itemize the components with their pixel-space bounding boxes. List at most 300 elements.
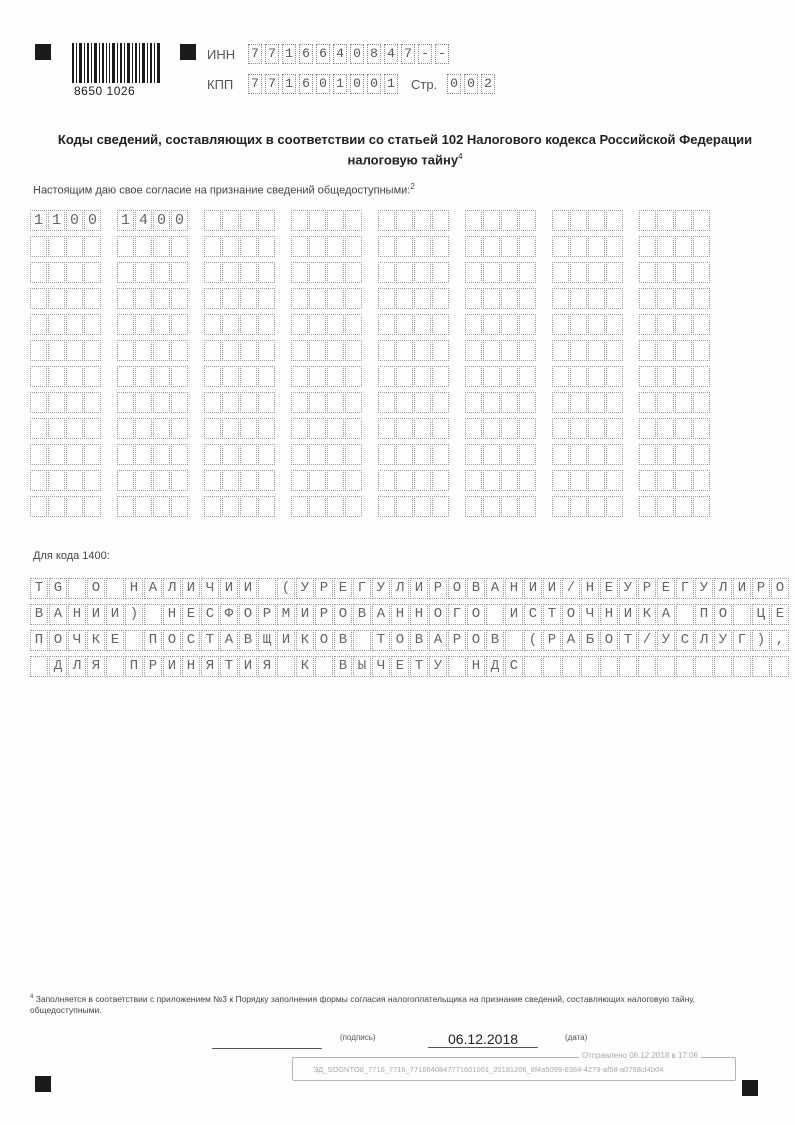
title-line-2-text: налоговую тайну: [347, 152, 459, 168]
code-digit-cell: [657, 236, 674, 257]
code-digit-cell: [570, 314, 587, 335]
code-digit-cell: [552, 262, 569, 283]
code-digit-cell: [117, 340, 134, 361]
code-entry: [30, 288, 102, 314]
free-text-cell: Т: [372, 630, 390, 651]
code-entry: [639, 236, 711, 262]
registration-marker-top-left: [35, 44, 51, 60]
code-digit-cell: [639, 340, 656, 361]
code-digit-cell: [291, 314, 308, 335]
code-digit-cell: [153, 340, 170, 361]
free-text-cell: Р: [448, 630, 466, 651]
code-digit-cell: [501, 314, 518, 335]
code-digit-cell: [675, 444, 692, 465]
code-digit-cell: [204, 418, 221, 439]
free-text-cell: Л: [163, 578, 181, 599]
code-digit-cell: [657, 470, 674, 491]
free-text-cell: И: [733, 578, 751, 599]
code-digit-cell: [414, 444, 431, 465]
code-digit-cell: [30, 340, 47, 361]
code-digit-cell: [258, 470, 275, 491]
code-entry: [378, 236, 450, 262]
free-text-cell: Ч: [372, 656, 390, 677]
code-digit-cell: [222, 392, 239, 413]
free-text-cell: [144, 604, 162, 625]
code-digit-cell: [501, 288, 518, 309]
kpp-cell: 1: [384, 74, 398, 94]
code-digit-cell: [135, 340, 152, 361]
free-text-cell: [733, 656, 751, 677]
code-digit-cell: [153, 314, 170, 335]
kpp-cell: 7: [248, 74, 262, 94]
code-digit-cell: [48, 340, 65, 361]
code-digit-cell: [258, 366, 275, 387]
code-digit-cell: [222, 210, 239, 231]
code-digit-cell: [240, 418, 257, 439]
code-digit-cell: [222, 314, 239, 335]
codes-row: [30, 288, 726, 314]
codes-row: [30, 392, 726, 418]
code-entry: [552, 314, 624, 340]
free-text-cell: А: [372, 604, 390, 625]
code-digit-cell: [396, 288, 413, 309]
free-text-cell: Н: [182, 656, 200, 677]
free-text-cell: Е: [334, 578, 352, 599]
free-text-cell: [125, 630, 143, 651]
code-digit-cell: [291, 392, 308, 413]
free-text-cell: [581, 656, 599, 677]
code-entry: [378, 418, 450, 444]
free-text-cell: [524, 656, 542, 677]
free-text-cell: [619, 656, 637, 677]
code-digit-cell: [588, 496, 605, 517]
code-entry: [30, 236, 102, 262]
free-text-cell: О: [562, 604, 580, 625]
code-entry: [117, 470, 189, 496]
free-text-cell: Р: [315, 604, 333, 625]
code-digit-cell: [258, 288, 275, 309]
code-digit-cell: [171, 340, 188, 361]
code-digit-cell: [345, 366, 362, 387]
code-digit-cell: [153, 288, 170, 309]
inn-cell: 6: [299, 44, 313, 64]
code-digit-cell: [378, 392, 395, 413]
free-text-cell: В: [334, 630, 352, 651]
code-digit-cell: [675, 392, 692, 413]
code-digit-cell: [135, 418, 152, 439]
code-digit-cell: [552, 392, 569, 413]
code-entry: [639, 392, 711, 418]
code-digit-cell: [84, 470, 101, 491]
free-text-cell: Л: [391, 578, 409, 599]
free-text-cell: С: [505, 656, 523, 677]
free-text-cell: Н: [163, 604, 181, 625]
code-digit-cell: [378, 236, 395, 257]
code-entry: [465, 366, 537, 392]
code-digit-cell: [240, 288, 257, 309]
code-entry: [465, 314, 537, 340]
code-digit-cell: [291, 444, 308, 465]
electronic-submission-stamp: [292, 1051, 736, 1081]
free-text-cell: И: [619, 604, 637, 625]
code-digit-cell: [639, 418, 656, 439]
free-text-cell: К: [296, 630, 314, 651]
code-digit-cell: [465, 418, 482, 439]
free-text-cell: О: [87, 578, 105, 599]
code-digit-cell: [501, 418, 518, 439]
free-text-cell: Ч: [201, 578, 219, 599]
code-digit-cell: [588, 314, 605, 335]
code-digit-cell: [30, 470, 47, 491]
date-value: 06.12.2018: [428, 1031, 538, 1048]
code-digit-cell: [414, 262, 431, 283]
code-digit-cell: [606, 314, 623, 335]
free-text-cell: [30, 656, 48, 677]
codes-row: [30, 418, 726, 444]
code-entry: [204, 210, 276, 236]
code-digit-cell: [309, 262, 326, 283]
code-entry: [30, 314, 102, 340]
code-digit-cell: [345, 314, 362, 335]
code-digit-cell: [204, 340, 221, 361]
free-text-cell: Д: [49, 656, 67, 677]
free-text-cell: С: [182, 630, 200, 651]
codes-row: [30, 444, 726, 470]
code-entry: [291, 210, 363, 236]
code-digit-cell: [606, 444, 623, 465]
code-digit-cell: [693, 418, 710, 439]
free-text-cell: [695, 656, 713, 677]
code-entry: [291, 314, 363, 340]
code-digit-cell: [414, 314, 431, 335]
free-text-cell: О: [429, 604, 447, 625]
code-entry: [465, 470, 537, 496]
code-entry: [639, 340, 711, 366]
free-text-cell: Е: [771, 604, 789, 625]
code-digit-cell: [432, 236, 449, 257]
code-digit-cell: [501, 496, 518, 517]
code-digit-cell: [135, 314, 152, 335]
free-text-cell: К: [296, 656, 314, 677]
free-text-cell: И: [410, 578, 428, 599]
code-digit-cell: [48, 496, 65, 517]
code-digit-cell: [432, 470, 449, 491]
code-digit-cell: [135, 366, 152, 387]
free-text-cell: Н: [581, 578, 599, 599]
code-digit-cell: [432, 496, 449, 517]
code-digit-cell: [693, 314, 710, 335]
free-text-cell: О: [771, 578, 789, 599]
free-text-cell: Я: [87, 656, 105, 677]
free-text-cell: И: [505, 604, 523, 625]
code-digit-cell: [291, 288, 308, 309]
code-entry: [639, 366, 711, 392]
code-digit-cell: 1: [117, 210, 134, 231]
code-digit-cell: [396, 418, 413, 439]
code-digit-cell: [675, 262, 692, 283]
code-digit-cell: [222, 444, 239, 465]
codes-row: [30, 366, 726, 392]
code-digit-cell: [657, 210, 674, 231]
free-text-cell: /: [562, 578, 580, 599]
code-digit-cell: [378, 262, 395, 283]
code-digit-cell: [171, 262, 188, 283]
code-digit-cell: [552, 366, 569, 387]
code-digit-cell: [309, 210, 326, 231]
code-digit-cell: [171, 392, 188, 413]
code-digit-cell: [588, 366, 605, 387]
free-text-cell: О: [467, 630, 485, 651]
code-digit-cell: [171, 444, 188, 465]
code-digit-cell: [171, 236, 188, 257]
code-digit-cell: [117, 288, 134, 309]
code-digit-cell: 1: [48, 210, 65, 231]
code-digit-cell: [465, 366, 482, 387]
free-text-cell: Р: [144, 656, 162, 677]
code-digit-cell: [588, 470, 605, 491]
free-text-cell: Н: [467, 656, 485, 677]
code-digit-cell: [588, 288, 605, 309]
code-digit-cell: [396, 392, 413, 413]
free-text-cell: Г: [676, 578, 694, 599]
code-entry: [639, 262, 711, 288]
code-entry: [552, 392, 624, 418]
code-digit-cell: [258, 314, 275, 335]
page-label: Стр.: [411, 77, 438, 92]
code-digit-cell: [30, 262, 47, 283]
free-text-cell: [448, 656, 466, 677]
code-digit-cell: [171, 314, 188, 335]
free-text-cell: [106, 656, 124, 677]
code-digit-cell: [432, 288, 449, 309]
code-digit-cell: [345, 418, 362, 439]
code-digit-cell: [519, 418, 536, 439]
free-text-cell: А: [486, 578, 504, 599]
code-digit-cell: [570, 340, 587, 361]
code-digit-cell: [483, 340, 500, 361]
code-digit-cell: [30, 444, 47, 465]
free-text-cell: П: [125, 656, 143, 677]
free-text-cell: И: [182, 578, 200, 599]
code-digit-cell: [675, 366, 692, 387]
inn-cell: 4: [333, 44, 347, 64]
code-digit-cell: [153, 262, 170, 283]
page-cell: 0: [447, 74, 461, 94]
code-digit-cell: [240, 496, 257, 517]
code-entry: [639, 470, 711, 496]
free-text-cell: Р: [258, 604, 276, 625]
code-entry: [378, 366, 450, 392]
code-digit-cell: [639, 236, 656, 257]
codes-row: [30, 236, 726, 262]
code-entry: [204, 444, 276, 470]
code-digit-cell: [66, 262, 83, 283]
kpp-field: [248, 74, 401, 94]
free-text-cell: С: [676, 630, 694, 651]
code-digit-cell: [66, 288, 83, 309]
free-text-cell: В: [334, 656, 352, 677]
free-text-cell: Н: [391, 604, 409, 625]
code-entry: [204, 262, 276, 288]
code-digit-cell: [519, 444, 536, 465]
free-text-cell: ): [125, 604, 143, 625]
code-digit-cell: [483, 444, 500, 465]
code-digit-cell: [588, 444, 605, 465]
free-text-cell: Е: [600, 578, 618, 599]
free-text-cell: У: [657, 630, 675, 651]
free-text-cell: (: [277, 578, 295, 599]
code-digit-cell: [657, 366, 674, 387]
code-digit-cell: [606, 340, 623, 361]
code-digit-cell: [483, 470, 500, 491]
code-digit-cell: [222, 470, 239, 491]
code-digit-cell: [30, 496, 47, 517]
code-digit-cell: [588, 262, 605, 283]
code-digit-cell: [204, 392, 221, 413]
code-digit-cell: [204, 496, 221, 517]
free-text-cell: [676, 656, 694, 677]
for-code-label: Для кода 1400:: [33, 550, 110, 562]
code-digit-cell: [432, 444, 449, 465]
code-digit-cell: [639, 314, 656, 335]
code-digit-cell: [291, 418, 308, 439]
code-digit-cell: [240, 236, 257, 257]
code-entry: [30, 496, 102, 522]
code-entry: [30, 262, 102, 288]
code-digit-cell: [222, 236, 239, 257]
code-digit-cell: [240, 340, 257, 361]
inn-cell: -: [418, 44, 432, 64]
code-entry: [204, 470, 276, 496]
code-digit-cell: [639, 496, 656, 517]
code-entry: [378, 444, 450, 470]
code-digit-cell: [639, 392, 656, 413]
code-digit-cell: [66, 314, 83, 335]
free-text-row: [30, 630, 790, 656]
code-digit-cell: [48, 366, 65, 387]
code-digit-cell: [378, 314, 395, 335]
registration-marker-bottom-left: [35, 1076, 51, 1092]
free-text-cell: В: [410, 630, 428, 651]
code-digit-cell: [378, 496, 395, 517]
code-entry: [465, 444, 537, 470]
code-digit-cell: [258, 236, 275, 257]
code-digit-cell: [588, 236, 605, 257]
code-entry: [204, 418, 276, 444]
code-digit-cell: [570, 470, 587, 491]
code-digit-cell: [327, 444, 344, 465]
code-entry: [465, 392, 537, 418]
code-digit-cell: [327, 288, 344, 309]
code-digit-cell: [345, 262, 362, 283]
code-entry: [117, 496, 189, 522]
free-text-cell: Т: [201, 630, 219, 651]
code-digit-cell: [84, 418, 101, 439]
code-digit-cell: [258, 210, 275, 231]
free-text-cell: И: [87, 604, 105, 625]
free-text-cell: В: [30, 604, 48, 625]
free-text-cell: Е: [182, 604, 200, 625]
code-digit-cell: [606, 470, 623, 491]
free-text-cell: О: [714, 604, 732, 625]
code-digit-cell: [396, 262, 413, 283]
free-text-cell: В: [486, 630, 504, 651]
code-digit-cell: [396, 314, 413, 335]
codes-row: [30, 210, 726, 236]
free-text-cell: [733, 604, 751, 625]
code-digit-cell: [171, 496, 188, 517]
code-entry: [465, 262, 537, 288]
code-digit-cell: [309, 496, 326, 517]
code-digit-cell: [693, 470, 710, 491]
code-digit-cell: [117, 470, 134, 491]
free-text-cell: Н: [600, 604, 618, 625]
code-digit-cell: [171, 366, 188, 387]
code-digit-cell: [519, 496, 536, 517]
code-digit-cell: [222, 496, 239, 517]
code-digit-cell: [414, 496, 431, 517]
code-digit-cell: [327, 470, 344, 491]
free-text-cell: Т: [410, 656, 428, 677]
free-text-cell: Л: [714, 578, 732, 599]
code-digit-cell: [66, 340, 83, 361]
code-digit-cell: [171, 418, 188, 439]
code-digit-cell: [135, 470, 152, 491]
code-digit-cell: [639, 262, 656, 283]
code-entry: [378, 210, 450, 236]
code-digit-cell: [414, 210, 431, 231]
code-digit-cell: [414, 470, 431, 491]
code-digit-cell: [66, 392, 83, 413]
code-entry: [117, 392, 189, 418]
free-text-cell: И: [543, 578, 561, 599]
inn-cell: -: [435, 44, 449, 64]
kpp-cell: 1: [282, 74, 296, 94]
code-digit-cell: [135, 288, 152, 309]
code-digit-cell: [135, 236, 152, 257]
code-digit-cell: [345, 236, 362, 257]
free-text-cell: О: [334, 604, 352, 625]
code-digit-cell: [639, 288, 656, 309]
code-digit-cell: 4: [135, 210, 152, 231]
code-digit-cell: [552, 470, 569, 491]
signature-line: [212, 1048, 322, 1049]
free-text-cell: Р: [429, 578, 447, 599]
code-digit-cell: [327, 236, 344, 257]
code-digit-cell: [222, 288, 239, 309]
code-digit-cell: [675, 418, 692, 439]
code-digit-cell: [465, 210, 482, 231]
code-digit-cell: [483, 210, 500, 231]
free-text-cell: В: [467, 578, 485, 599]
code-digit-cell: [657, 340, 674, 361]
code-digit-cell: [465, 444, 482, 465]
kpp-cell: 7: [265, 74, 279, 94]
free-text-cell: [486, 604, 504, 625]
free-text-cell: Т: [543, 604, 561, 625]
page-cell: 2: [481, 74, 495, 94]
free-text-cell: Е: [106, 630, 124, 651]
inn-label: ИНН: [207, 47, 236, 62]
title-line-1: Коды сведений, составляющих в соответствии со статьей 102 Налогового кодекса Российской Федерации: [57, 132, 753, 147]
code-digit-cell: [606, 236, 623, 257]
code-digit-cell: [414, 392, 431, 413]
code-digit-cell: [588, 418, 605, 439]
code-entry: [465, 340, 537, 366]
code-digit-cell: [30, 392, 47, 413]
code-digit-cell: [483, 288, 500, 309]
code-digit-cell: [48, 288, 65, 309]
